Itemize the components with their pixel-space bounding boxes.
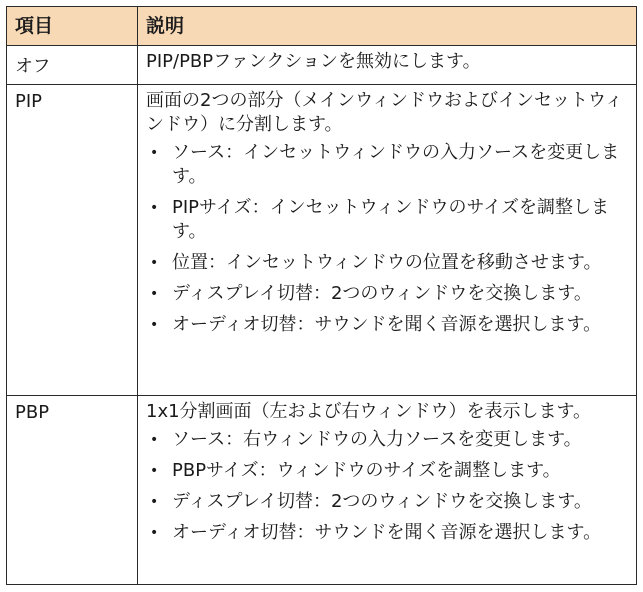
bullet-list: [146, 428, 632, 545]
bullet-item: • ディスプレイ切替：2つのウィンドウを交換します。: [146, 490, 632, 514]
table-header-row: [7, 7, 637, 46]
bullet-item: • ディスプレイ切替：2つのウィンドウを交換します。: [146, 282, 632, 306]
item-name: オフ: [7, 46, 138, 85]
bullet-item: • 位置：インセットウィンドウの位置を移動させます。: [146, 251, 632, 275]
table-row-pbp: [7, 396, 637, 585]
item-description: [138, 396, 637, 585]
bullet-item: • ソース：右ウィンドウの入力ソースを変更します。: [146, 428, 632, 452]
bullet-item: • PIPサイズ：インセットウィンドウのサイズを調整します。: [146, 196, 632, 244]
description-intro: 画面の2つの部分（メインウィンドウおよびインセットウィンドウ）に分割します。: [146, 90, 623, 135]
settings-table: [6, 6, 637, 585]
item-name: PIP: [7, 85, 138, 396]
bullet-item: • オーディオ切替：サウンドを聞く音源を選択します。: [146, 313, 632, 337]
description-intro: 1x1分割画面（左および右ウィンドウ）を表示します。: [146, 401, 592, 422]
header-description: 説明: [138, 7, 637, 46]
table-row-pip: [7, 85, 637, 396]
header-item: 項目: [7, 7, 138, 46]
item-description: [138, 46, 637, 85]
bullet-list: [146, 141, 632, 337]
bullet-item: • PBPサイズ：ウィンドウのサイズを調整します。: [146, 459, 632, 483]
bullet-item: • オーディオ切替：サウンドを聞く音源を選択します。: [146, 521, 632, 545]
table-row-off: [7, 46, 637, 85]
item-description: [138, 85, 637, 396]
description-intro: PIP/PBPファンクションを無効にします。: [146, 51, 481, 72]
bullet-item: • ソース：インセットウィンドウの入力ソースを変更します。: [146, 141, 632, 189]
item-name: PBP: [7, 396, 138, 585]
